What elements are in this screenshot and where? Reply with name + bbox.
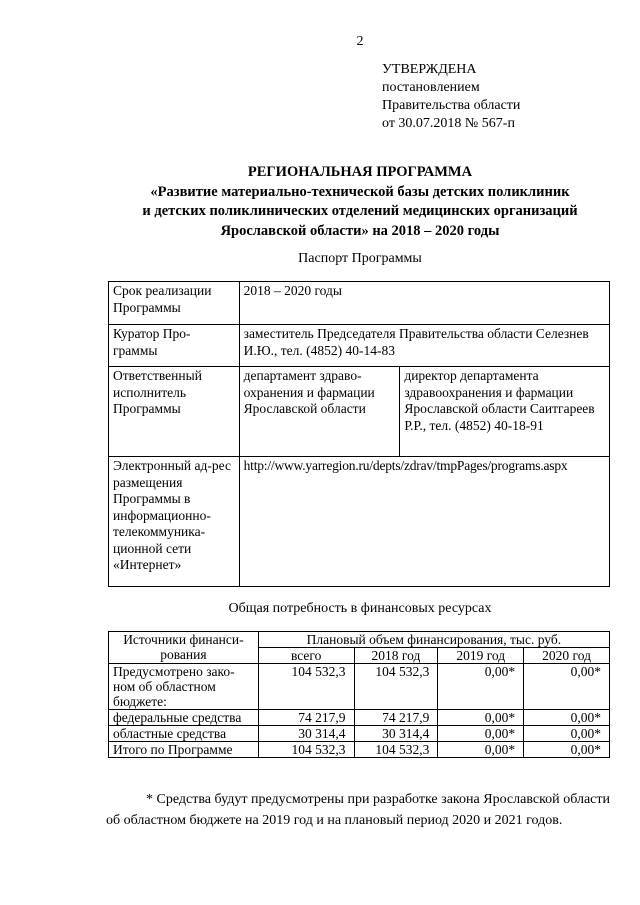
row-total: 74 217,9 (258, 710, 354, 726)
executor-director: директор департамента здравоохранения и фармации Ярославской области Саитгареев Р.Р., тел. (4852) 40-18-91 (400, 367, 610, 457)
row-total: 104 532,3 (258, 742, 354, 758)
title-line: РЕГИОНАЛЬНАЯ ПРОГРАММА (247, 164, 473, 180)
approval-stamp (382, 61, 520, 133)
executor-label: Ответственный исполнитель Программы (109, 367, 240, 457)
table-header-row (109, 632, 610, 648)
header-planned: Плановый объем финансирования, тыс. руб. (258, 632, 609, 648)
curator-value: заместитель Председателя Правительства области Селезнев И.Ю., тел. (4852) 40-14-83 (239, 325, 609, 367)
passport-table (108, 281, 610, 587)
row-2018: 104 532,3 (354, 664, 438, 710)
title-line: «Развитие материально-технической базы детских поликлиник (150, 183, 570, 200)
footnote-text: * Средства будут предусмотрены при разработке закона Ярославской области об областном бюджете на 2019 год и на плановый период 2020 и 2021 годов. (106, 792, 610, 828)
finance-table (108, 631, 610, 758)
row-total: 30 314,4 (258, 726, 354, 742)
row-2019: 0,00* (438, 710, 524, 726)
row-source: Предусмотрено зако-ном об областном бюджете: (109, 664, 259, 710)
header-total: всего (258, 648, 354, 664)
row-2018: 104 532,3 (354, 742, 438, 758)
approval-date: от 30.07.2018 № 567-п (382, 116, 515, 131)
term-value: 2018 – 2020 годы (239, 282, 609, 325)
table-row (109, 742, 610, 758)
row-total: 104 532,3 (258, 664, 354, 710)
table-row (109, 325, 610, 367)
url-value[interactable] (239, 457, 609, 587)
table-row (109, 710, 610, 726)
table-row (109, 282, 610, 325)
row-source: областные средства (109, 726, 259, 742)
url-label: Электронный ад-рес размещения Программы в информационно-телекоммуника-ционной сети «Интернет» (109, 457, 240, 587)
footnote (106, 789, 610, 831)
finance-heading: Общая потребность в финансовых ресурсах (228, 601, 492, 616)
row-2019: 0,00* (438, 664, 524, 710)
header-source: Источники финанси-рования (109, 632, 259, 664)
row-2020: 0,00* (524, 664, 610, 710)
approval-line: постановлением (382, 80, 480, 95)
page-number: 2 (356, 34, 364, 49)
term-label: Срок реализации Программы (109, 282, 240, 325)
row-2019: 0,00* (438, 742, 524, 758)
title-line: Ярославской области» на 2018 – 2020 годы (220, 222, 500, 239)
row-2020: 0,00* (524, 726, 610, 742)
row-source: федеральные средства (109, 710, 259, 726)
row-2019: 0,00* (438, 726, 524, 742)
header-2019: 2019 год (438, 648, 524, 664)
approval-line: УТВЕРЖДЕНА (382, 62, 477, 77)
approval-line: Правительства области (382, 98, 521, 113)
table-row (109, 367, 610, 457)
row-2020: 0,00* (524, 742, 610, 758)
row-source: Итого по Программе (109, 742, 259, 758)
table-row (109, 726, 610, 742)
executor-department: департамент здраво-охранения и фармации Ярославской области (239, 367, 400, 457)
table-row (109, 664, 610, 710)
program-title (60, 163, 640, 241)
title-line: и детских поликлинических отделений медицинских организаций (142, 203, 578, 219)
row-2018: 74 217,9 (354, 710, 438, 726)
header-2020: 2020 год (524, 648, 610, 664)
url-link[interactable]: http://www.yarregion.ru/depts/zdrav/tmpPages/programs.aspx (243, 458, 568, 473)
row-2020: 0,00* (524, 710, 610, 726)
table-row (109, 457, 610, 587)
curator-label: Куратор Про-граммы (109, 325, 240, 367)
passport-heading: Паспорт Программы (298, 251, 422, 266)
header-2018: 2018 год (354, 648, 438, 664)
row-2018: 30 314,4 (354, 726, 438, 742)
